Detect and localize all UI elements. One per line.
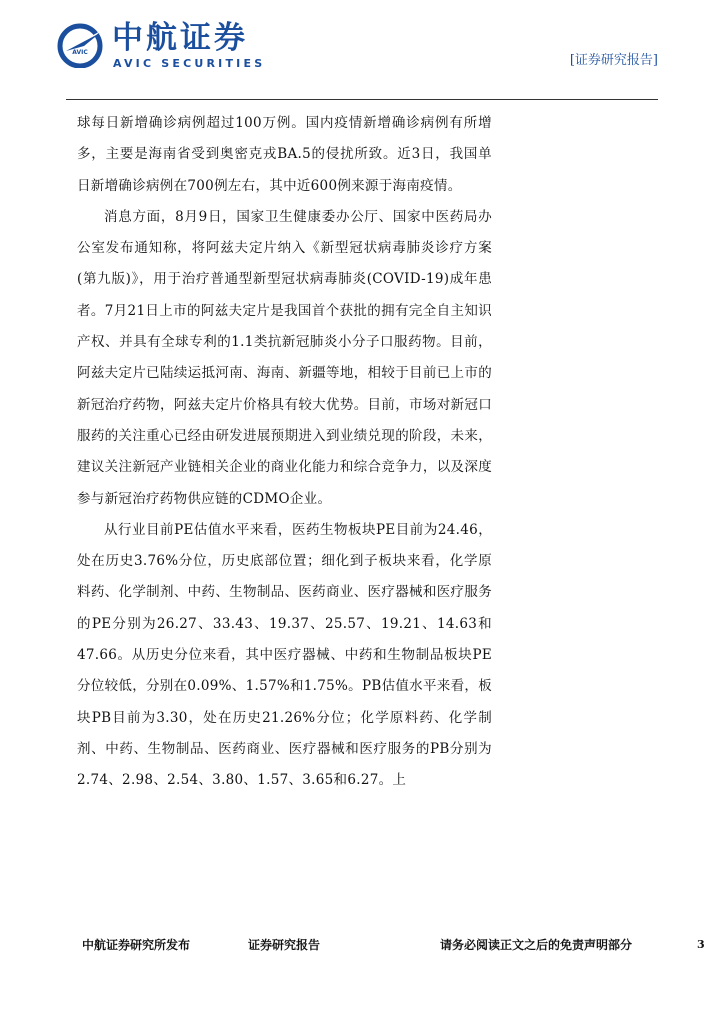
report-body <box>77 108 492 797</box>
paragraph-2: 消息方面，8月9日，国家卫生健康委办公厅、国家中医药局办公室发布通知称，将阿兹夫定片纳入《新型冠状病毒肺炎诊疗方案(第九版)》，用于治疗普通型新型冠状病毒肺炎(COVID-19)成年患者。7月21日上市的阿兹夫定片是我国首个获批的拥有完全自主知识产权、并具有全球专利的1.1类抗新冠肺炎小分子口服药物。目前，阿兹夫定片已陆续运抵河南、海南、新疆等地，相较于目前已上市的新冠治疗药物，阿兹夫定片价格具有较大优势。目前，市场对新冠口服药的关注重心已经由研发进展预期进入到业绩兑现的阶段，未来，建议关注新冠产业链相关企业的商业化能力和综合竞争力，以及深度参与新冠治疗药物供应链的CDMO企业。 <box>77 208 492 507</box>
footer-report-label: 证券研究报告 <box>248 938 321 952</box>
page-header <box>0 0 724 102</box>
paragraph-1: 球每日新增确诊病例超过100万例。国内疫情新增确诊病例有所增多，主要是海南省受到奥密克戎BA.5的侵扰所致。近3日，我国单日新增确诊病例在700例左右，其中近600例来源于海南疫情。 <box>77 115 492 194</box>
page-footer <box>0 936 724 960</box>
brand-name-en: AVIC SECURITIES <box>113 57 266 70</box>
report-type-label: [证券研究报告] <box>569 53 658 68</box>
page-number: 3 <box>697 938 705 951</box>
paragraph-3: 从行业目前PE估值水平来看，医药生物板块PE目前为24.46，处在历史3.76%分位，历史底部位置；细化到子板块来看，化学原料药、化学制剂、中药、生物制品、医药商业、医疗器械和医疗服务的PE分别为26.27、33.43、19.37、25.57、19.21、14.63和47.66。从历史分位来看，其中医疗器械、中药和生物制品板块PE分位较低，分别在0.09%、1.57%和1.75%。PB估值水平来看，板块PB目前为3.30，处在历史21.26%分位；化学原料药、化学制剂、中药、生物制品、医药商业、医疗器械和医疗服务的PB分别为2.74、2.98、2.54、3.80、1.57、3.65和6.27。上 <box>77 521 492 789</box>
brand-name-cn: 中航证券 <box>112 20 248 56</box>
logo-badge-text: AVIC <box>72 49 88 56</box>
avic-logo-icon <box>56 22 106 68</box>
footer-publisher: 中航证券研究所发布 <box>82 938 191 952</box>
header-divider <box>66 99 658 100</box>
footer-disclaimer-notice: 请务必阅读正文之后的免责声明部分 <box>440 938 633 952</box>
